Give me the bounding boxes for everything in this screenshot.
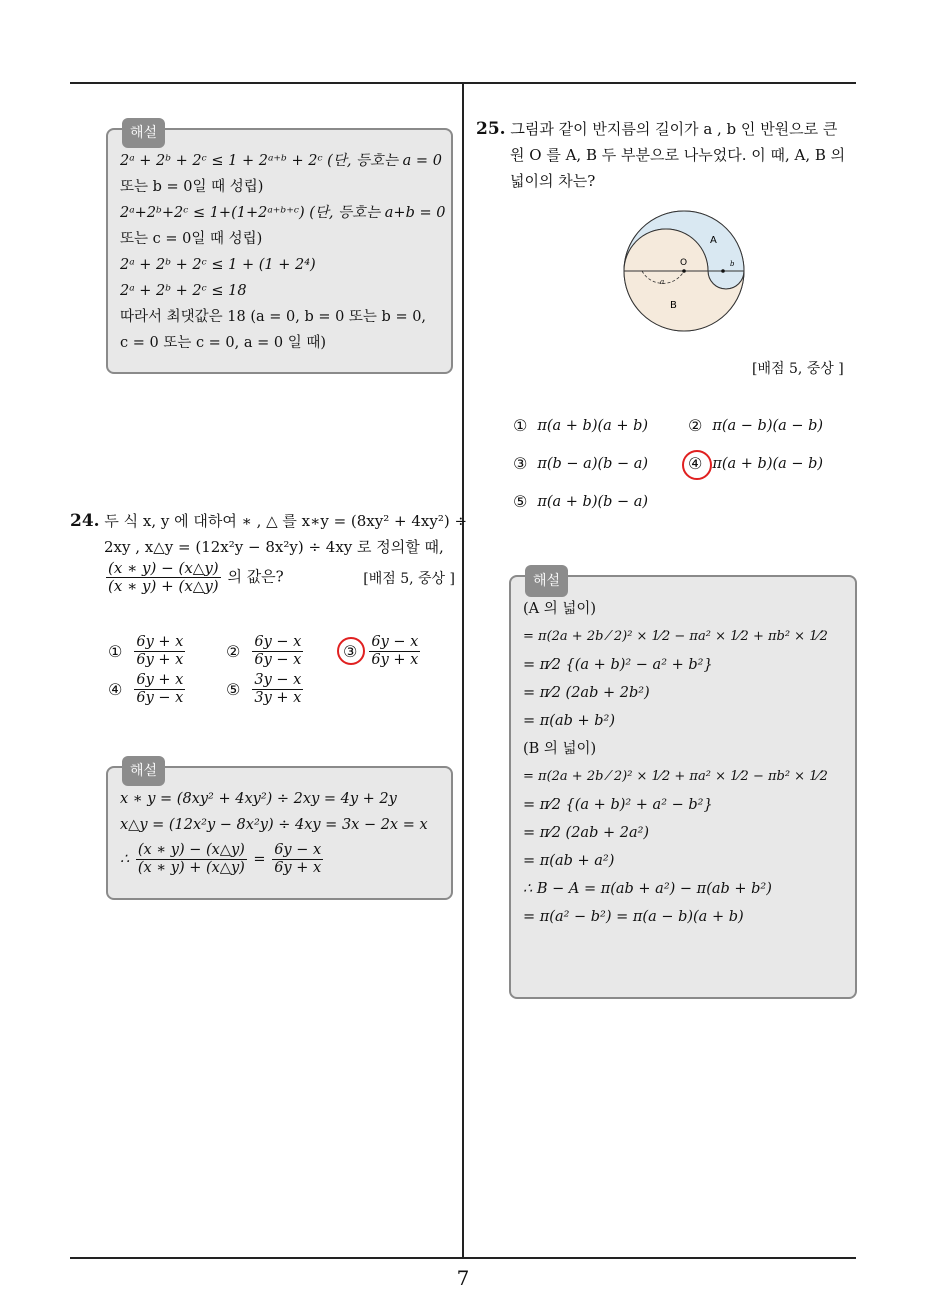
solution-line: = π⁄2 (2ab + 2b²) xyxy=(523,685,650,701)
answer-mark-circle xyxy=(337,637,365,665)
solution-line: c = 0 또는 c = 0, a = 0 일 때) xyxy=(120,335,327,351)
solution-box-25 xyxy=(509,575,857,999)
solution-box-23 xyxy=(106,125,453,374)
solution-fraction xyxy=(136,842,247,877)
fraction-numerator: 6y − x xyxy=(371,634,419,650)
solution-line: 또는 c = 0일 때 성립) xyxy=(120,231,263,247)
fraction-denominator: 6y − x xyxy=(136,690,184,706)
solution-line: 2ᵃ + 2ᵇ + 2ᶜ ≤ 1 + (1 + 2⁴) xyxy=(120,257,316,273)
question-number: 24. xyxy=(70,511,100,531)
solution-line: = π(a² − b²) = π(a − b)(a + b) xyxy=(523,909,744,925)
choice-mark: ④ xyxy=(688,454,703,473)
choice-mark: ⑤ xyxy=(226,680,241,699)
choice-mark: ⑤ xyxy=(513,492,528,511)
fraction-numerator: 6y − x xyxy=(254,634,302,650)
solution-line: ∴ B − A = π(ab + a²) − π(ab + b²) xyxy=(523,881,772,897)
choice-5[interactable] xyxy=(226,672,305,707)
question-text: 그림과 같이 반지름의 길이가 a , b 인 반원으로 큰 xyxy=(510,120,838,138)
choice-1[interactable] xyxy=(108,634,187,669)
solution-line: (B 의 넓이) xyxy=(523,741,597,757)
question-number: 25. xyxy=(476,119,506,139)
solution-line: = π(2a + 2b ⁄ 2)² × 1⁄2 − πa² × 1⁄2 + πb² × 1⁄2 xyxy=(523,629,828,644)
solution-line: = π⁄2 {(a + b)² + a² − b²} xyxy=(523,797,713,813)
fraction-numerator: (x ∗ y) − (x△y) xyxy=(108,559,219,577)
fraction-denominator: 6y − x xyxy=(254,652,302,668)
score-label: [배점 5, 중상 ] xyxy=(752,361,844,377)
radius-a-label: a xyxy=(660,278,665,286)
radius-b-label: b xyxy=(730,260,735,268)
fraction-denominator: (x ∗ y) + (x△y) xyxy=(108,577,219,595)
column-divider xyxy=(462,83,464,1258)
choice-fraction xyxy=(369,634,420,669)
fraction-numerator: 6y + x xyxy=(136,634,184,650)
solution-tag: 해설 xyxy=(122,118,165,148)
choice-mark: ① xyxy=(108,642,123,661)
answer-mark-circle xyxy=(682,450,712,480)
choice-text: π(a − b)(a − b) xyxy=(712,417,824,434)
question-text: 2xy , x△y = (12x²y − 8x²y) ÷ 4xy 로 정의할 때, xyxy=(104,538,444,556)
solution-line xyxy=(120,842,441,877)
question-text: 원 O 를 A, B 두 부분으로 나누었다. 이 때, A, B 의 xyxy=(510,146,846,164)
solution-fraction xyxy=(272,842,323,877)
question-24 xyxy=(70,508,468,600)
choice-mark: ② xyxy=(688,416,703,435)
solution-line: = π⁄2 {(a + b)² − a² + b²} xyxy=(523,657,713,673)
page-number: 7 xyxy=(456,1266,470,1290)
solution-tag: 해설 xyxy=(122,756,165,786)
choice-2[interactable] xyxy=(226,634,305,669)
question-text: 두 식 x, y 에 대하여 ∗ , △ 를 x∗y = (8xy² + 4xy²) ÷ xyxy=(104,512,468,530)
fraction-denominator: (x ∗ y) + (x△y) xyxy=(137,860,245,876)
solution-line: 2ᵃ + 2ᵇ + 2ᶜ ≤ 1 + 2ᵃ⁺ᵇ + 2ᶜ (단, 등호는 a = 0 xyxy=(120,153,442,169)
region-b-label: B xyxy=(670,300,677,311)
choice-fraction xyxy=(134,672,185,707)
fraction-denominator: 6y + x xyxy=(371,652,419,668)
question-text: 넓이의 차는? xyxy=(510,172,596,190)
question-suffix: 의 값은? xyxy=(227,567,284,586)
fraction-numerator: 3y − x xyxy=(254,672,302,688)
choice-3[interactable] xyxy=(513,454,648,473)
choice-text: π(b − a)(b − a) xyxy=(537,455,649,472)
solution-line: 2ᵃ+2ᵇ+2ᶜ ≤ 1+(1+2ᵃ⁺ᵇ⁺ᶜ) (단, 등호는 a+b = 0 xyxy=(120,205,446,221)
choice-mark: ② xyxy=(226,642,241,661)
center-o-label: O xyxy=(680,258,688,268)
choice-1[interactable] xyxy=(513,416,648,435)
choice-mark: ④ xyxy=(108,680,123,699)
choice-4[interactable] xyxy=(108,672,187,707)
choice-fraction xyxy=(252,672,303,707)
solution-line: x△y = (12x²y − 8x²y) ÷ 4xy = 3x − 2x = x xyxy=(120,817,428,833)
question-25 xyxy=(476,116,861,194)
choice-mark: ① xyxy=(513,416,528,435)
therefore-symbol: ∴ xyxy=(120,851,130,868)
choice-5[interactable] xyxy=(513,492,648,511)
solution-line: = π(2a + 2b ⁄ 2)² × 1⁄2 + πa² × 1⁄2 − πb² × 1⁄2 xyxy=(523,769,828,784)
question-fraction xyxy=(106,560,221,595)
solution-line: x ∗ y = (8xy² + 4xy²) ÷ 2xy = 4y + 2y xyxy=(120,791,397,807)
solution-box-24 xyxy=(106,763,453,900)
choice-text: π(a + b)(a − b) xyxy=(712,455,824,472)
footer-rule xyxy=(70,1257,856,1259)
fraction-denominator: 6y + x xyxy=(136,652,184,668)
solution-line: 2ᵃ + 2ᵇ + 2ᶜ ≤ 18 xyxy=(120,283,247,299)
choice-mark: ③ xyxy=(343,642,358,661)
choice-2[interactable] xyxy=(688,416,823,435)
solution-line: = π⁄2 (2ab + 2a²) xyxy=(523,825,650,841)
score-label: [배점 5, 중상 ] xyxy=(363,571,455,587)
equals-sign: = xyxy=(253,851,266,868)
fraction-numerator: (x ∗ y) − (x△y) xyxy=(137,842,245,858)
semicircle-figure xyxy=(620,208,750,338)
choice-fraction xyxy=(252,634,303,669)
fraction-denominator: 3y + x xyxy=(254,690,302,706)
solution-line: (A 의 넓이) xyxy=(523,601,597,617)
choice-fraction xyxy=(134,634,185,669)
fraction-denominator: 6y + x xyxy=(274,860,322,876)
choice-mark: ③ xyxy=(513,454,528,473)
solution-line: = π(ab + b²) xyxy=(523,713,615,729)
solution-line: 또는 b = 0일 때 성립) xyxy=(120,179,264,195)
choice-text: π(a + b)(b − a) xyxy=(537,493,649,510)
fraction-numerator: 6y + x xyxy=(136,672,184,688)
fraction-numerator: 6y − x xyxy=(274,842,322,858)
region-a-label: A xyxy=(710,235,717,246)
solution-line: = π(ab + a²) xyxy=(523,853,615,869)
solution-tag: 해설 xyxy=(525,565,568,597)
solution-line: 따라서 최댓값은 18 (a = 0, b = 0 또는 b = 0, xyxy=(120,309,427,325)
choice-text: π(a + b)(a + b) xyxy=(537,417,649,434)
